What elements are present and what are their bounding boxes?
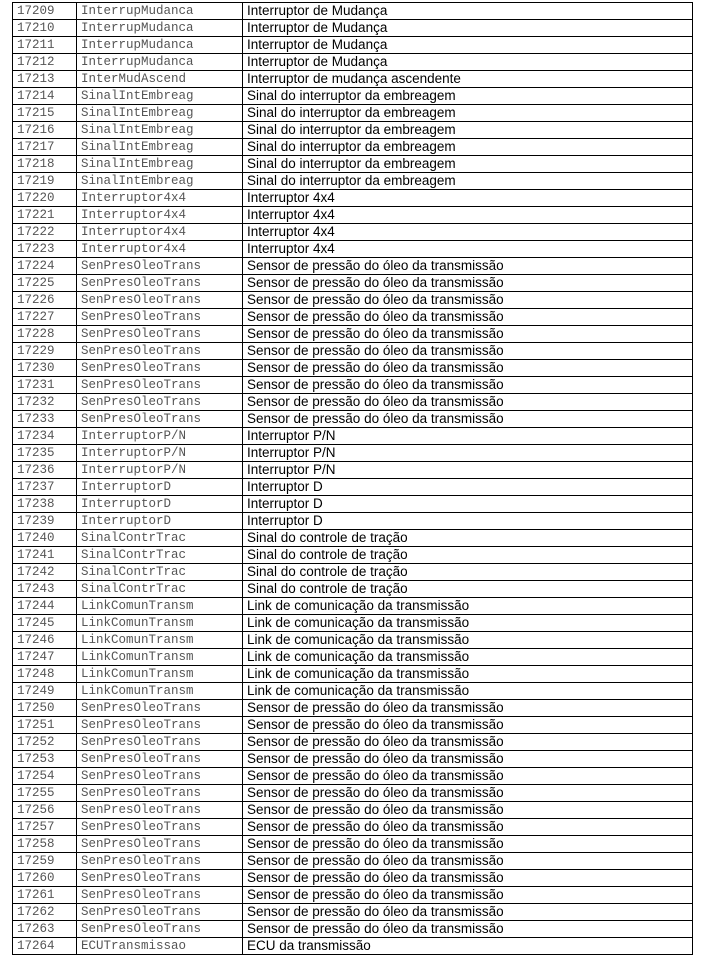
fault-code-cell: 17233: [13, 411, 77, 428]
short-name-cell: LinkComunTransm: [77, 649, 243, 666]
fault-code-cell: 17238: [13, 496, 77, 513]
table-row: [13, 734, 693, 751]
short-name-cell: SenPresOleoTrans: [77, 819, 243, 836]
short-name-cell: SenPresOleoTrans: [77, 870, 243, 887]
fault-code-cell: 17263: [13, 921, 77, 938]
fault-code-cell: 17245: [13, 615, 77, 632]
short-name-cell: Interruptor4x4: [77, 224, 243, 241]
short-name-cell: SinalContrTrac: [77, 530, 243, 547]
fault-code-cell: 17234: [13, 428, 77, 445]
description-cell: Sensor de pressão do óleo da transmissão: [243, 343, 693, 360]
table-row: [13, 819, 693, 836]
fault-code-cell: 17221: [13, 207, 77, 224]
table-row: [13, 921, 693, 938]
table-row: [13, 768, 693, 785]
table-row: [13, 717, 693, 734]
table-row: [13, 853, 693, 870]
short-name-cell: InterruptorP/N: [77, 428, 243, 445]
table-row: [13, 479, 693, 496]
table-row: [13, 258, 693, 275]
fault-code-cell: 17217: [13, 139, 77, 156]
description-cell: Sensor de pressão do óleo da transmissão: [243, 887, 693, 904]
short-name-cell: InterrupMudanca: [77, 3, 243, 20]
description-cell: Sensor de pressão do óleo da transmissão: [243, 904, 693, 921]
table-row: [13, 20, 693, 37]
description-cell: Sensor de pressão do óleo da transmissão: [243, 870, 693, 887]
fault-code-cell: 17226: [13, 292, 77, 309]
table-row: [13, 394, 693, 411]
short-name-cell: LinkComunTransm: [77, 598, 243, 615]
description-cell: Sensor de pressão do óleo da transmissão: [243, 377, 693, 394]
table-row: [13, 360, 693, 377]
description-cell: Link de comunicação da transmissão: [243, 615, 693, 632]
short-name-cell: SinalIntEmbreag: [77, 173, 243, 190]
short-name-cell: SenPresOleoTrans: [77, 360, 243, 377]
description-cell: Interruptor de Mudança: [243, 37, 693, 54]
description-cell: Interruptor 4x4: [243, 190, 693, 207]
description-cell: Link de comunicação da transmissão: [243, 683, 693, 700]
fault-code-cell: 17262: [13, 904, 77, 921]
description-cell: Sinal do interruptor da embreagem: [243, 105, 693, 122]
short-name-cell: InterruptorD: [77, 496, 243, 513]
description-cell: Sensor de pressão do óleo da transmissão: [243, 700, 693, 717]
description-cell: Interruptor 4x4: [243, 241, 693, 258]
short-name-cell: InterruptorP/N: [77, 462, 243, 479]
table-row: [13, 224, 693, 241]
table-row: [13, 547, 693, 564]
short-name-cell: SenPresOleoTrans: [77, 751, 243, 768]
description-cell: Sensor de pressão do óleo da transmissão: [243, 275, 693, 292]
table-row: [13, 836, 693, 853]
description-cell: Link de comunicação da transmissão: [243, 598, 693, 615]
description-cell: Interruptor P/N: [243, 428, 693, 445]
fault-code-table-body: [13, 3, 693, 955]
short-name-cell: InterruptorD: [77, 479, 243, 496]
table-row: [13, 190, 693, 207]
fault-code-cell: 17257: [13, 819, 77, 836]
table-row: [13, 207, 693, 224]
table-row: [13, 496, 693, 513]
fault-code-cell: 17215: [13, 105, 77, 122]
short-name-cell: InterruptorD: [77, 513, 243, 530]
fault-code-cell: 17232: [13, 394, 77, 411]
short-name-cell: SenPresOleoTrans: [77, 343, 243, 360]
fault-code-cell: 17237: [13, 479, 77, 496]
table-row: [13, 105, 693, 122]
table-row: [13, 904, 693, 921]
fault-code-cell: 17227: [13, 309, 77, 326]
short-name-cell: SenPresOleoTrans: [77, 785, 243, 802]
description-cell: Interruptor de Mudança: [243, 54, 693, 71]
short-name-cell: SenPresOleoTrans: [77, 853, 243, 870]
description-cell: Sensor de pressão do óleo da transmissão: [243, 326, 693, 343]
description-cell: Sensor de pressão do óleo da transmissão: [243, 394, 693, 411]
description-cell: Sinal do interruptor da embreagem: [243, 139, 693, 156]
short-name-cell: SenPresOleoTrans: [77, 292, 243, 309]
fault-code-cell: 17218: [13, 156, 77, 173]
short-name-cell: SenPresOleoTrans: [77, 275, 243, 292]
fault-code-cell: 17231: [13, 377, 77, 394]
short-name-cell: LinkComunTransm: [77, 683, 243, 700]
fault-code-cell: 17216: [13, 122, 77, 139]
fault-code-cell: 17223: [13, 241, 77, 258]
table-row: [13, 462, 693, 479]
short-name-cell: SenPresOleoTrans: [77, 326, 243, 343]
short-name-cell: SenPresOleoTrans: [77, 258, 243, 275]
description-cell: Sinal do interruptor da embreagem: [243, 88, 693, 105]
short-name-cell: SenPresOleoTrans: [77, 768, 243, 785]
description-cell: Link de comunicação da transmissão: [243, 632, 693, 649]
table-row: [13, 156, 693, 173]
description-cell: Interruptor P/N: [243, 445, 693, 462]
description-cell: Sensor de pressão do óleo da transmissão: [243, 819, 693, 836]
description-cell: Interruptor D: [243, 496, 693, 513]
table-row: [13, 139, 693, 156]
table-row: [13, 343, 693, 360]
table-row: [13, 513, 693, 530]
short-name-cell: Interruptor4x4: [77, 190, 243, 207]
fault-code-cell: 17214: [13, 88, 77, 105]
fault-code-cell: 17243: [13, 581, 77, 598]
table-row: [13, 666, 693, 683]
table-row: [13, 870, 693, 887]
short-name-cell: InterrupMudanca: [77, 54, 243, 71]
fault-code-cell: 17251: [13, 717, 77, 734]
short-name-cell: InterruptorP/N: [77, 445, 243, 462]
short-name-cell: ECUTransmissao: [77, 938, 243, 955]
fault-code-cell: 17230: [13, 360, 77, 377]
table-row: [13, 564, 693, 581]
short-name-cell: SenPresOleoTrans: [77, 377, 243, 394]
short-name-cell: LinkComunTransm: [77, 632, 243, 649]
table-row: [13, 37, 693, 54]
description-cell: Sensor de pressão do óleo da transmissão: [243, 717, 693, 734]
short-name-cell: SenPresOleoTrans: [77, 904, 243, 921]
short-name-cell: SenPresOleoTrans: [77, 836, 243, 853]
table-row: [13, 700, 693, 717]
fault-code-cell: 17258: [13, 836, 77, 853]
table-row: [13, 530, 693, 547]
fault-code-cell: 17228: [13, 326, 77, 343]
table-row: [13, 938, 693, 955]
fault-code-cell: 17236: [13, 462, 77, 479]
description-cell: Interruptor 4x4: [243, 224, 693, 241]
fault-code-cell: 17229: [13, 343, 77, 360]
table-row: [13, 309, 693, 326]
description-cell: Interruptor D: [243, 479, 693, 496]
fault-code-cell: 17261: [13, 887, 77, 904]
table-row: [13, 632, 693, 649]
short-name-cell: Interruptor4x4: [77, 241, 243, 258]
table-row: [13, 751, 693, 768]
table-row: [13, 3, 693, 20]
short-name-cell: SinalIntEmbreag: [77, 156, 243, 173]
description-cell: Sinal do interruptor da embreagem: [243, 156, 693, 173]
table-row: [13, 411, 693, 428]
short-name-cell: InterMudAscend: [77, 71, 243, 88]
fault-code-cell: 17247: [13, 649, 77, 666]
table-row: [13, 445, 693, 462]
table-row: [13, 173, 693, 190]
table-row: [13, 377, 693, 394]
description-cell: Sinal do controle de tração: [243, 547, 693, 564]
description-cell: Sinal do controle de tração: [243, 530, 693, 547]
fault-code-cell: 17244: [13, 598, 77, 615]
description-cell: Sensor de pressão do óleo da transmissão: [243, 309, 693, 326]
description-cell: Sinal do interruptor da embreagem: [243, 173, 693, 190]
fault-code-cell: 17222: [13, 224, 77, 241]
fault-code-cell: 17210: [13, 20, 77, 37]
table-row: [13, 122, 693, 139]
fault-code-cell: 17253: [13, 751, 77, 768]
table-row: [13, 275, 693, 292]
short-name-cell: SenPresOleoTrans: [77, 802, 243, 819]
description-cell: Sensor de pressão do óleo da transmissão: [243, 360, 693, 377]
table-row: [13, 581, 693, 598]
table-row: [13, 802, 693, 819]
table-row: [13, 326, 693, 343]
short-name-cell: SinalContrTrac: [77, 581, 243, 598]
description-cell: Sensor de pressão do óleo da transmissão: [243, 292, 693, 309]
description-cell: Sensor de pressão do óleo da transmissão: [243, 853, 693, 870]
fault-code-cell: 17256: [13, 802, 77, 819]
fault-code-cell: 17260: [13, 870, 77, 887]
short-name-cell: SinalIntEmbreag: [77, 122, 243, 139]
description-cell: Interruptor D: [243, 513, 693, 530]
fault-code-cell: 17239: [13, 513, 77, 530]
short-name-cell: LinkComunTransm: [77, 615, 243, 632]
description-cell: Sinal do controle de tração: [243, 581, 693, 598]
description-cell: Sinal do interruptor da embreagem: [243, 122, 693, 139]
description-cell: Sensor de pressão do óleo da transmissão: [243, 802, 693, 819]
fault-code-cell: 17220: [13, 190, 77, 207]
short-name-cell: SenPresOleoTrans: [77, 394, 243, 411]
fault-code-cell: 17235: [13, 445, 77, 462]
table-row: [13, 71, 693, 88]
fault-code-cell: 17213: [13, 71, 77, 88]
table-row: [13, 649, 693, 666]
fault-code-table: [12, 2, 693, 955]
table-row: [13, 241, 693, 258]
short-name-cell: SenPresOleoTrans: [77, 411, 243, 428]
fault-code-cell: 17211: [13, 37, 77, 54]
description-cell: Sensor de pressão do óleo da transmissão: [243, 734, 693, 751]
description-cell: Sensor de pressão do óleo da transmissão: [243, 751, 693, 768]
fault-code-cell: 17252: [13, 734, 77, 751]
table-row: [13, 615, 693, 632]
table-row: [13, 887, 693, 904]
fault-code-cell: 17209: [13, 3, 77, 20]
short-name-cell: SinalContrTrac: [77, 547, 243, 564]
fault-code-cell: 17249: [13, 683, 77, 700]
fault-code-cell: 17225: [13, 275, 77, 292]
description-cell: Interruptor de mudança ascendente: [243, 71, 693, 88]
short-name-cell: SenPresOleoTrans: [77, 717, 243, 734]
fault-code-cell: 17259: [13, 853, 77, 870]
description-cell: Sinal do controle de tração: [243, 564, 693, 581]
fault-code-cell: 17219: [13, 173, 77, 190]
table-row: [13, 428, 693, 445]
short-name-cell: SinalContrTrac: [77, 564, 243, 581]
table-row: [13, 88, 693, 105]
short-name-cell: LinkComunTransm: [77, 666, 243, 683]
short-name-cell: SenPresOleoTrans: [77, 887, 243, 904]
description-cell: Sensor de pressão do óleo da transmissão: [243, 768, 693, 785]
fault-code-cell: 17248: [13, 666, 77, 683]
fault-code-cell: 17212: [13, 54, 77, 71]
document-page: [12, 2, 692, 955]
fault-code-cell: 17242: [13, 564, 77, 581]
description-cell: Link de comunicação da transmissão: [243, 649, 693, 666]
table-row: [13, 292, 693, 309]
description-cell: Sensor de pressão do óleo da transmissão: [243, 836, 693, 853]
fault-code-cell: 17246: [13, 632, 77, 649]
fault-code-cell: 17264: [13, 938, 77, 955]
description-cell: Sensor de pressão do óleo da transmissão: [243, 921, 693, 938]
short-name-cell: Interruptor4x4: [77, 207, 243, 224]
description-cell: Interruptor de Mudança: [243, 3, 693, 20]
short-name-cell: SenPresOleoTrans: [77, 921, 243, 938]
fault-code-cell: 17250: [13, 700, 77, 717]
description-cell: Link de comunicação da transmissão: [243, 666, 693, 683]
description-cell: ECU da transmissão: [243, 938, 693, 955]
description-cell: Sensor de pressão do óleo da transmissão: [243, 785, 693, 802]
table-row: [13, 683, 693, 700]
fault-code-cell: 17255: [13, 785, 77, 802]
short-name-cell: SenPresOleoTrans: [77, 734, 243, 751]
short-name-cell: InterrupMudanca: [77, 37, 243, 54]
fault-code-cell: 17224: [13, 258, 77, 275]
short-name-cell: SenPresOleoTrans: [77, 309, 243, 326]
short-name-cell: SinalIntEmbreag: [77, 88, 243, 105]
short-name-cell: SinalIntEmbreag: [77, 139, 243, 156]
description-cell: Interruptor de Mudança: [243, 20, 693, 37]
description-cell: Interruptor 4x4: [243, 207, 693, 224]
description-cell: Sensor de pressão do óleo da transmissão: [243, 258, 693, 275]
fault-code-cell: 17240: [13, 530, 77, 547]
fault-code-cell: 17241: [13, 547, 77, 564]
table-row: [13, 785, 693, 802]
short-name-cell: InterrupMudanca: [77, 20, 243, 37]
description-cell: Interruptor P/N: [243, 462, 693, 479]
description-cell: Sensor de pressão do óleo da transmissão: [243, 411, 693, 428]
table-row: [13, 54, 693, 71]
short-name-cell: SenPresOleoTrans: [77, 700, 243, 717]
short-name-cell: SinalIntEmbreag: [77, 105, 243, 122]
table-row: [13, 598, 693, 615]
fault-code-cell: 17254: [13, 768, 77, 785]
